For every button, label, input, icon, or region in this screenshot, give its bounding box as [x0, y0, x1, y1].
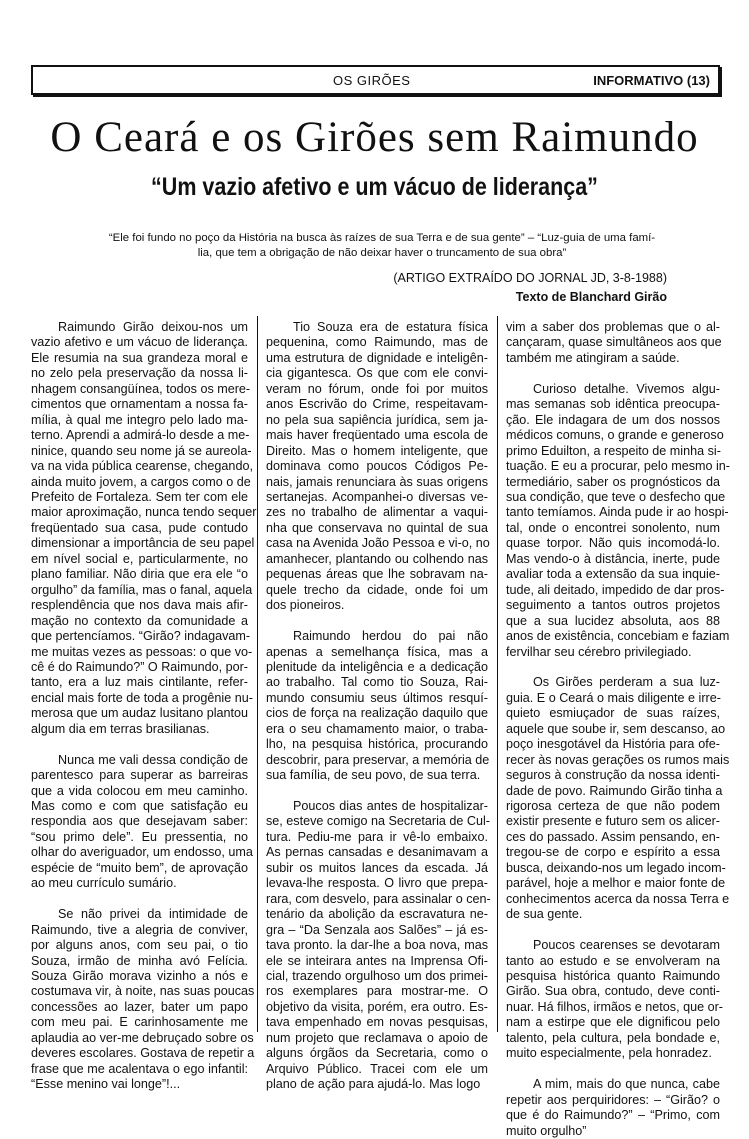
text-line: mação no contexto da comunidade a [31, 613, 248, 628]
text-line: A mim, mais do que nunca, cabe [533, 1077, 720, 1092]
text-line: que é do Raimundo?” – “Primo, com [506, 1108, 720, 1123]
text-line: As pernas cansadas e desanimavam a [266, 845, 488, 860]
section-name: OS GIRÕES [333, 73, 411, 88]
text-line: ninice, quando seu nome já se aureola- [31, 443, 252, 458]
text-line: nha que conservava no quintal de sua [266, 520, 488, 535]
text-line: Prefeito de Fortaleza. Sem ter com ele [31, 489, 248, 504]
text-line: tanto ao estudo e se envolveram na [506, 953, 720, 968]
text-line: apenas a semelhança física, mas a [266, 644, 488, 659]
page-number: INFORMATIVO (13) [593, 73, 710, 88]
text-line: ção. Ele indagara de um dos nossos [506, 412, 720, 427]
text-line: mas semanas sob idêntica preocupa- [506, 397, 720, 412]
text-line: tanto, era a luz mais cintilante, refer- [31, 675, 248, 690]
text-line: cê é do Raimundo?” O Raimundo, por- [31, 659, 249, 674]
text-line: de sua gente. [506, 907, 583, 922]
text-line: quieto esmiuçador de suas raízes, [506, 706, 720, 721]
article-column-1 [31, 320, 257, 1092]
text-line: orgulho” da família, mas o fanal, aquela [31, 582, 253, 597]
text-line: dominava como poucos Códigos Pe- [266, 459, 488, 474]
text-line: maior aproximação, nunca tendo sequer [31, 505, 257, 520]
text-line: tenário da abolição da escravatura ne- [266, 907, 488, 922]
text-line: parável, hoje a melhor e maior fonte de [506, 876, 726, 891]
text-line: no zelo pela preservação da nossa li- [31, 366, 248, 381]
text-line: tava pronto. la dar-lhe a boa nova, mas [266, 938, 488, 953]
text-line: tude, ali deitado, impedido de dar pros- [506, 582, 725, 597]
text-line: ainda muito jovem, a cargos como o de [31, 474, 251, 489]
column-divider [497, 316, 498, 1032]
text-line: num projeto que reclamava o apoio de [266, 1030, 488, 1045]
text-line: Mas como e com que satisfação eu [31, 799, 248, 814]
text-line: costumava vir, à noite, nas suas poucas [31, 984, 255, 999]
text-line: anos Escrivão do Crime, respeitavam- [266, 397, 488, 412]
text-line: aplaudia ao ver-me debruçado sobre os [31, 1030, 254, 1045]
text-line: vazio afetivo e um vácuo de liderança. [31, 335, 248, 350]
text-line: primo Eduilton, a respeito de minha si- [506, 443, 721, 458]
text-line: sertanejas. Acompanhei-o diversas ve- [266, 489, 488, 504]
text-line: veram no fórum, onde foi por muitos [266, 381, 488, 396]
text-line: pequenina, como Raimundo, mas de [266, 335, 488, 350]
text-line: sua condição, que teve o desfecho que [506, 489, 726, 504]
text-line: “Esse menino vai longe”!... [31, 1077, 181, 1092]
text-line: plano de ação para ajudá-lo. Mas logo [266, 1077, 481, 1092]
text-line: zes no trabalho de alimentar a vaqui- [266, 505, 488, 520]
text-line: Ele resumia na sua grandeza moral e [31, 350, 248, 365]
text-line: mais haver freqüentado uma escola de [266, 428, 488, 443]
column-divider [257, 316, 258, 1032]
text-line: mundo consumiu seus últimos resquí- [266, 690, 488, 705]
text-line: vim a saber dos problemas que o al- [506, 320, 720, 334]
article-subtitle: “Um vazio afetivo e um vácuo de liderança” [151, 173, 598, 201]
text-line: descobrir, para preservar, a memória de [266, 752, 490, 767]
text-line: talento, pela cultura, pela bondade e, [506, 1030, 720, 1045]
text-line: no pela sua sapiência jurídica, sem ja- [266, 412, 488, 427]
text-line: ros exemplares para mostrar-me. O [266, 984, 488, 999]
text-line: tanto temíamos. Ainda pude ir ao hospi- [506, 505, 729, 520]
text-line: existir presente e futuro sem os alicer- [506, 814, 720, 829]
text-line: lho, na pesquisa histórica, procurando [266, 737, 488, 752]
text-line: respondia aos que desejavam saber: [31, 814, 248, 829]
text-line: poço inesgotável da História para ofe- [506, 737, 720, 752]
text-line: Poucos cearenses se devotaram [533, 938, 720, 953]
article-title: O Ceará e os Girões sem Raimundo [50, 114, 699, 161]
epigraph [82, 231, 682, 261]
article-author: Texto de Blanchard Girão [515, 290, 667, 304]
text-line: cial, trazendo orgulhoso um dos primei- [266, 969, 488, 983]
article-paragraph [266, 629, 488, 784]
text-line: com meu pai. E carinhosamente me [31, 1015, 248, 1030]
text-line: muito especialmente, pela honradez. [506, 1046, 712, 1061]
text-line: também me atingiram a saúde. [506, 350, 680, 365]
text-line: repetir aos perquiridores: – “Girão? o [506, 1092, 720, 1107]
text-line: merosa que um audaz lusitano plantou [31, 706, 249, 721]
text-line: va na vida pública cearense, chegando, [31, 459, 253, 474]
article-paragraph [31, 752, 253, 892]
text-line: gra – “Da Senzala aos Salões” – já es- [266, 922, 488, 937]
text-line: levava-lhe resposta. O livro que prepa- [266, 876, 488, 891]
text-line: cia gigantesca. Os que com ele convi- [266, 366, 488, 381]
text-line: plenitude da inteligência e a dedicação [266, 659, 488, 674]
text-line: ao meu currículo sumário. [31, 876, 177, 891]
text-line: Nunca me vali dessa condição de [58, 752, 248, 767]
text-line: ao trabalho. Tal como tio Souza, Rai- [266, 675, 488, 690]
text-line: plano familiar. Não diria que era ele “o [31, 567, 248, 582]
text-line: deveres escolares. Gostava de repetir a [31, 1046, 255, 1061]
text-line: amanhecer, plantando ou colhendo nas [266, 551, 488, 566]
epigraph-line: lia, que tem a obrigação de não deixar haver o truncamento de sua obra” [197, 247, 567, 259]
text-line: cançaram, quase simultâneos aos que [506, 335, 722, 350]
text-line: parentesco para superar as barreiras [31, 768, 248, 783]
text-line: cios de força na realização daquilo que [266, 706, 488, 721]
text-line: olhar do averiguador, um endosso, uma [31, 845, 253, 860]
text-line: conhecimentos acerca da nossa Terra e [506, 891, 730, 906]
text-line: dos pioneiros. [266, 598, 345, 613]
text-line: tuação. E eu a procurar, pelo mesmo in- [506, 459, 731, 474]
text-line: algum dia em terras brasilianas. [31, 721, 210, 736]
article-paragraph [506, 675, 730, 922]
text-line: cimentos que ornamentam a nossa fa- [31, 397, 248, 412]
text-line: encial mais forte de toda a progênie nu- [31, 690, 253, 705]
text-line: rigorosa certeza de que não podem [506, 799, 720, 814]
article-paragraph [31, 320, 257, 737]
text-line: nam a estirpe que ele dignificou pelo [506, 1015, 720, 1030]
article-paragraph [506, 1077, 720, 1139]
text-line: médicos comuns, o grande e generoso [506, 428, 724, 443]
page-header [31, 65, 720, 95]
text-line: tava empenhado em novas pesquisas, [266, 1015, 488, 1030]
text-line: espécie de “muito bem”, de aprovação [31, 860, 248, 875]
text-line: Girão. Sua obra, contudo, deve conti- [506, 984, 720, 999]
text-line: nhagem consangüínea, todos os mere- [31, 381, 251, 396]
text-line: dimensionar a importância de seu papel [31, 536, 255, 551]
text-line: que pertencíamos. “Girão? indagavam- [31, 629, 251, 644]
text-line: quase torpor. Não quis incomodá-lo. [506, 536, 720, 551]
text-line: nuar. Há filhos, irmãos e netos, que or- [506, 999, 724, 1014]
text-line: resplendência que nos dava mais afir- [31, 598, 248, 613]
text-line: Souza, irmão de minha avó Felícia. [31, 953, 248, 968]
epigraph-line: “Ele foi fundo no poço da História na busca às raízes de sua Terra e de sua gente” – “Luz-guia de uma famí- [108, 232, 656, 244]
text-line: se, esteve comigo na Secretaria de Cul- [266, 814, 491, 829]
text-line: Raimundo Girão deixou-nos um [58, 320, 248, 334]
text-line: uma estrutura de dignidade e inteligên- [266, 350, 488, 365]
text-line: seguimento a tantos outros projetos [506, 598, 720, 613]
article-column-3 [506, 320, 731, 1138]
text-line: busca, deixando-nos um legado incom- [506, 860, 726, 875]
text-line: termediário, saber os prognósticos da [506, 474, 720, 489]
text-line: Poucos dias antes de hospitalizar- [293, 799, 488, 814]
text-line: era o seu chamamento maior, o traba- [266, 721, 488, 736]
text-line: objetivo da visita, porém, era outro. Es- [266, 999, 488, 1014]
text-line: em nível social e, particularmente, no [31, 551, 248, 566]
text-line: Souza Girão morava vizinho a nós e [31, 969, 248, 983]
text-line: terno. Aprendi a admirá-lo desde a me- [31, 428, 250, 443]
text-line: aquele que soube ir, sem descanso, ao [506, 721, 726, 736]
article-paragraph [266, 799, 491, 1093]
text-line: ele se inteirara antes na Imprensa Ofi- [266, 953, 488, 968]
text-line: seguros à construção da nossa identi- [506, 768, 720, 783]
text-line: avaliar toda a extensão da sua inquie- [506, 567, 720, 582]
text-line: Curioso detalhe. Vivemos algu- [533, 381, 720, 396]
text-line: Raimundo, tive a alegria de conviver, [31, 922, 248, 937]
text-line: nais, jamais renunciara às suas origens [266, 474, 488, 489]
text-line: Tio Souza era de estatura física [293, 320, 488, 334]
text-line: tura. Pediu-me para ir vê-lo embaixo. [266, 829, 488, 844]
text-line: quele trecho da cidade, onde foi um [266, 582, 488, 597]
text-line: Os Girões perderam a sua luz- [533, 675, 720, 690]
article-source: (ARTIGO EXTRAÍDO DO JORNAL JD, 3-8-1988) [393, 271, 667, 285]
text-line: Raimundo herdou do pai não [293, 629, 488, 644]
text-line: guia. E o Ceará o mais diligente e irre- [506, 690, 721, 705]
text-line: rara, com desvelo, para assinalar o cen- [266, 891, 491, 906]
article-paragraph [506, 320, 720, 366]
article-paragraph [506, 381, 731, 660]
text-line: pequenas áreas que lhe sobravam na- [266, 567, 488, 582]
text-line: dade de povo. Raimundo Girão tinha a [506, 783, 723, 798]
text-line: frase que me acalentava o ego infantil: [31, 1061, 248, 1076]
text-line: ces do passado. Assim pensando, en- [506, 829, 720, 844]
text-line: que a sua lucidez absoluta, aos 88 [506, 613, 720, 628]
text-line: “sou primo dele”. Eu pressentia, no [31, 829, 248, 844]
text-line: freqüentado sua casa, pude contudo [31, 520, 248, 535]
text-line: Direito. Mas o homem inteligente, que [266, 443, 488, 458]
text-line: Se não privei da intimidade de [58, 907, 248, 922]
text-line: recer às novas gerações os rumos mais [506, 752, 730, 767]
text-line: anos de existência, concebiam e faziam [506, 629, 730, 644]
text-line: Mas vendo-o à distância, inerte, pude [506, 551, 720, 566]
text-line: por alguns anos, com seu pai, o tio [31, 938, 248, 953]
text-line: tregou-se de corpo e espírito a essa [506, 845, 720, 860]
text-line: fervilhar seu cérebro privilegiado. [506, 644, 692, 659]
text-line: mília, à qual me integro pelo lado ma- [31, 412, 248, 427]
text-line: sua família, de seu povo, de sua terra. [266, 768, 481, 783]
text-line: que a vida colocou em meu caminho. [31, 783, 248, 798]
text-line: muito orgulho” [506, 1123, 587, 1138]
article-paragraph [31, 907, 255, 1092]
article-column-2 [266, 320, 491, 1092]
text-line: tal, onde o encontrei sonolento, num [506, 520, 720, 535]
text-line: alguns órgãos da Secretaria, como o [266, 1046, 488, 1061]
text-line: concessões ao lazer, bater um papo [31, 999, 248, 1014]
article-paragraph [506, 938, 724, 1062]
text-line: casa na Avenida João Pessoa e vi-o, no [266, 536, 490, 551]
text-line: pesquisa histórica quanto Raimundo [506, 968, 720, 983]
article-paragraph [266, 320, 488, 614]
text-line: Arquivo Público. Tracei com ele um [266, 1061, 488, 1076]
text-line: me muitas vezes as pessoas: o que vo- [31, 644, 253, 659]
text-line: subir os muitos lances da escada. Já [266, 860, 488, 875]
